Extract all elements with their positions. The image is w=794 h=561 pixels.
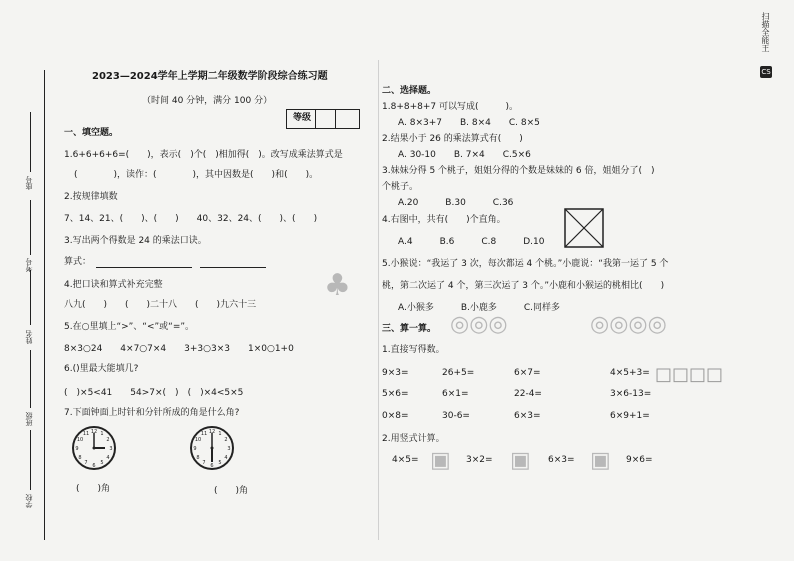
seat-label: 座号 xyxy=(25,176,33,190)
svg-text:8: 8 xyxy=(78,455,82,461)
svg-text:2: 2 xyxy=(106,437,110,443)
choice-2-options: A. 30-10 B. 7×4 C.5×6 xyxy=(398,150,531,160)
calc-item: 6×7= xyxy=(514,368,541,378)
svg-text:12: 12 xyxy=(90,429,98,435)
question-3: 3.写出两个得数是 24 的乘法口诀。 xyxy=(64,236,207,246)
name-write-line xyxy=(30,270,31,325)
calc-item: 6×3= xyxy=(514,411,541,421)
choice-2: 2.结果小于 26 的乘法算式有( ) xyxy=(382,134,523,144)
binding-line xyxy=(44,70,45,540)
right-angle-figure-icon xyxy=(564,208,604,248)
page-subtitle: （时间 40 分钟，满分 100 分） xyxy=(142,96,273,106)
question-5: 5.在○里填上“>”、“<”或“=”。 xyxy=(64,322,195,332)
calc-item: 5×6= xyxy=(382,389,409,399)
exam-no-label: 考号 xyxy=(25,258,33,272)
class-label: 班级 xyxy=(25,412,33,426)
grade-label: 等级 xyxy=(293,113,312,123)
choice-1-options: A. 8×3+7 B. 8×4 C. 8×5 xyxy=(398,118,540,128)
clock-2-answer: ( )角 xyxy=(214,486,249,496)
choice-3-options: A.20 B.30 C.36 xyxy=(398,198,514,208)
choice-4-options: A.4 B.6 C.8 D.10 xyxy=(398,237,545,247)
svg-text:10: 10 xyxy=(194,437,202,443)
svg-text:6: 6 xyxy=(210,463,214,469)
calc-1-title: 1.直接写得数。 xyxy=(382,345,445,355)
question-6: 6.()里最大能填几? xyxy=(64,364,139,374)
svg-text:3: 3 xyxy=(227,446,231,452)
calc-item: 22-4= xyxy=(514,389,542,399)
svg-text:2: 2 xyxy=(224,437,228,443)
svg-text:5: 5 xyxy=(100,460,104,466)
scanner-watermark xyxy=(760,12,776,82)
svg-text:6: 6 xyxy=(92,463,96,469)
page-title: 2023—2024学年上学期二年级数学阶段综合练习题 xyxy=(92,71,328,82)
class-write-line xyxy=(30,350,31,408)
question-7: 7.下面钟面上时针和分针所成的角是什么角? xyxy=(64,408,240,418)
svg-text:11: 11 xyxy=(82,431,90,437)
clock-face-icon xyxy=(188,424,236,472)
svg-text:1: 1 xyxy=(100,431,104,437)
cs-logo-icon: CS xyxy=(761,68,771,76)
calc-item: 6×9+1= xyxy=(610,411,650,421)
calc-item: 3×6-13= xyxy=(610,389,652,399)
bleed-through-mark: ♣ xyxy=(324,268,351,303)
svg-text:7: 7 xyxy=(84,460,88,466)
bleed-through-mark: ◎◎◎ xyxy=(450,312,508,337)
svg-text:4: 4 xyxy=(224,455,228,461)
brand-text: 扫描全能王 xyxy=(761,12,770,52)
svg-text:12: 12 xyxy=(208,429,216,435)
answer-line xyxy=(96,267,192,268)
vertical-calc-item: 9×6= xyxy=(626,455,653,465)
svg-text:5: 5 xyxy=(218,460,222,466)
svg-text:8: 8 xyxy=(196,455,200,461)
calc-item: 26+5= xyxy=(442,368,475,378)
grade-box xyxy=(286,109,360,129)
svg-text:7: 7 xyxy=(202,460,206,466)
svg-text:11: 11 xyxy=(200,431,208,437)
svg-text:10: 10 xyxy=(76,437,84,443)
vertical-calc-item: 6×3= xyxy=(548,455,575,465)
svg-text:4: 4 xyxy=(106,455,110,461)
clock-face-icon xyxy=(70,424,118,472)
bleed-through-mark: □□□□ xyxy=(655,364,724,385)
choice-5-options: A.小猴多 B.小鹿多 C.同样多 xyxy=(398,303,561,313)
section-choice: 二、选择题。 xyxy=(382,86,437,96)
question-3-formula: 算式： xyxy=(64,257,92,267)
choice-4: 4.右图中，共有( )个直角。 xyxy=(382,215,506,225)
choice-5b: 桃，第二次运了 4 个，第三次运了 3 个。”小鹿和小猴运的桃相比( ) xyxy=(382,281,665,291)
choice-5a: 5.小猴说：“我运了 3 次，每次都运 4 个桃。”小鹿说：“我第一运了 5 个 xyxy=(382,259,669,269)
svg-text:1: 1 xyxy=(218,431,222,437)
name-label: 姓名 xyxy=(25,330,33,344)
question-2-sequence: 7、14、21、( )、( ) 40、32、24、( )、( ) xyxy=(64,214,318,224)
section-calculate: 三、算一算。 xyxy=(382,324,437,334)
question-6-items: ( )×5<41 54>7×( ) ( )×4<5×5 xyxy=(64,388,244,398)
bleed-through-mark: ▣ xyxy=(590,448,611,473)
exam-no-write-line xyxy=(30,200,31,255)
section-fill-blanks: 一、填空题。 xyxy=(64,128,119,138)
question-2: 2.按规律填数 xyxy=(64,192,118,202)
calc-2-title: 2.用竖式计算。 xyxy=(382,434,445,444)
page-fold xyxy=(378,60,379,540)
question-5-items: 8×3○24 4×7○7×4 3+3○3×3 1×0○1+0 xyxy=(64,344,294,354)
question-1a: 1.6+6+6+6=( )，表示( )个( )相加得( )。改写成乘法算式是 xyxy=(64,150,343,160)
calc-item: 4×5+3= xyxy=(610,368,650,378)
choice-3-cont: 个桃子。 xyxy=(382,182,419,192)
school-label: 学校 xyxy=(25,494,33,508)
calc-item: 0×8= xyxy=(382,411,409,421)
answer-line xyxy=(200,267,266,268)
svg-text:9: 9 xyxy=(193,446,197,452)
svg-text:9: 9 xyxy=(75,446,79,452)
calc-item: 6×1= xyxy=(442,389,469,399)
question-4: 4.把口诀和算式补充完整 xyxy=(64,280,163,290)
clock-1-answer: ( )角 xyxy=(76,484,111,494)
choice-1: 1.8+8+8+7 可以写成( )。 xyxy=(382,102,518,112)
bleed-through-mark: ◎◎◎◎ xyxy=(590,312,667,337)
calc-item: 30-6= xyxy=(442,411,470,421)
calc-item: 9×3= xyxy=(382,368,409,378)
seat-write-line xyxy=(30,112,31,172)
vertical-calc-item: 3×2= xyxy=(466,455,493,465)
vertical-calc-item: 4×5= xyxy=(392,455,419,465)
question-1b: ( )，读作：( )，其中因数是( )和( )。 xyxy=(74,170,319,180)
bleed-through-mark: ▣ xyxy=(510,448,531,473)
question-4-items: 八九( ) ( )二十八 ( )九六十三 xyxy=(64,300,257,310)
choice-3: 3.妹妹分得 5 个桃子，姐姐分得的个数是妹妹的 6 倍，姐姐分了( ) xyxy=(382,166,655,176)
svg-text:3: 3 xyxy=(109,446,113,452)
school-write-line xyxy=(30,430,31,490)
bleed-through-mark: ▣ xyxy=(430,448,451,473)
